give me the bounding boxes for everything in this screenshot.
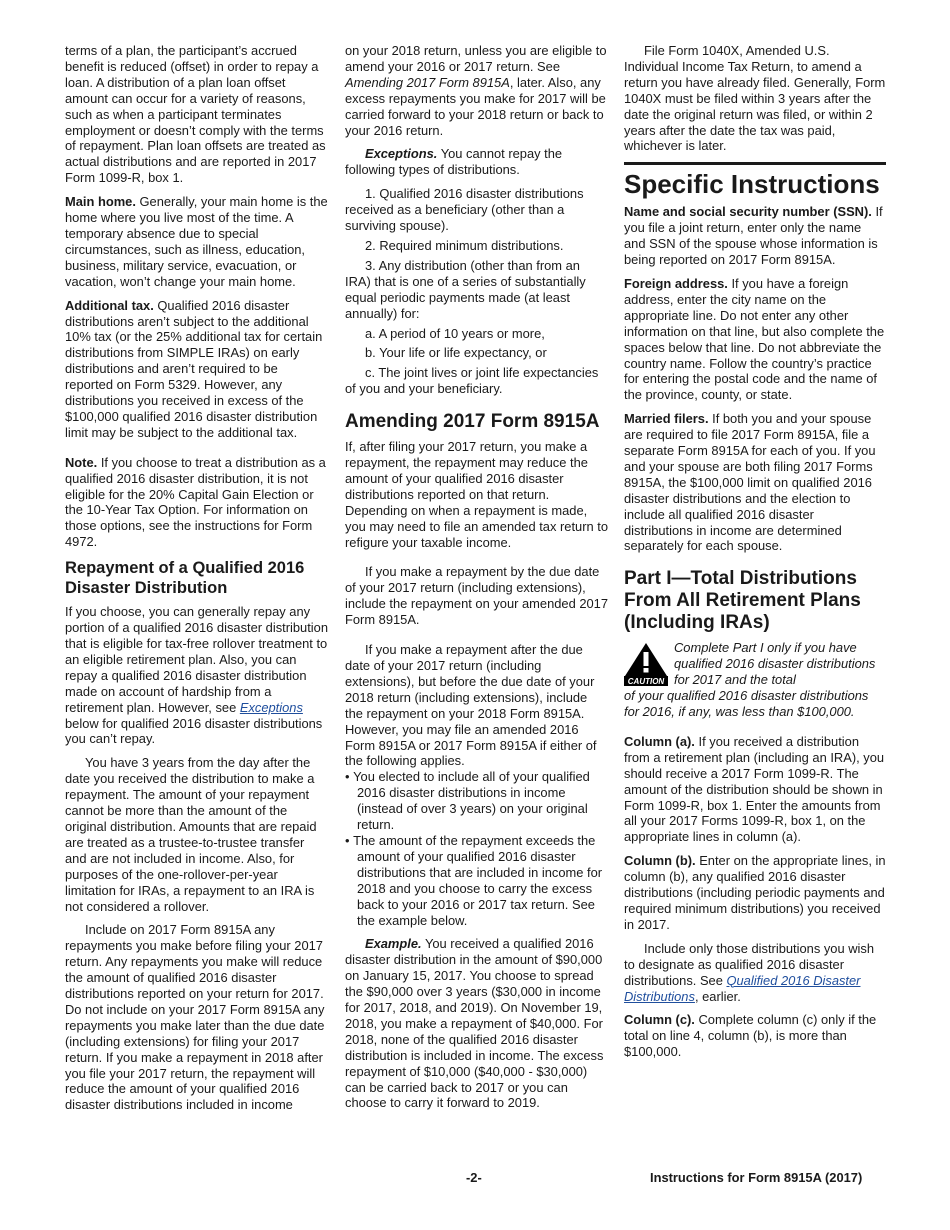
column-1: [65, 43, 328, 1121]
paragraph-column-b: [624, 853, 886, 933]
paragraph-2018-return: [345, 43, 608, 138]
bullet-item: • The amount of the repayment exceeds the amount of your qualified 2016 disaster distributions that are included in income for 2018 and you choose to carry the excess back to your 2016 or 2017 tax return. See the example below.: [345, 832, 603, 928]
column-b-include-text-end: , earlier.: [694, 988, 741, 1004]
name-ssn-text: If you file a joint return, enter only the name and SSN of the spouse whose information is being reported on 2017 Form 8915A.: [624, 204, 883, 268]
paragraph-additional-tax: [65, 298, 328, 441]
amending-reference: Amending 2017 Form 8915A: [345, 74, 510, 90]
caution-icon: [624, 642, 668, 686]
qualified-distributions-link[interactable]: Qualified 2016 Disaster Distributions: [624, 972, 861, 1004]
main-home-heading: Main home.: [65, 194, 136, 210]
example-text: You received a qualified 2016 disaster distribution in the amount of $90,000 on January 15, 2017. You choose to spread the $90,000 over 3 years ($30,000 in income for 2017, 2018, and 2019). On November 19, 2018, you make a repayment of $40,000. For 2018, none of the qualified 2016 disaster distribution is included in income. The excess repayment of $10,000 ($40,000 - $30,000) can be carried back to 2017 or you can choose to carry it forward to 2019.: [345, 936, 604, 1111]
paragraph-amend-due-date: If you make a repayment by the due date of your 2017 return (including extensions), include the repayment on your amended 2017 Form 8915A.: [345, 564, 609, 628]
text-2018-return: on your 2018 return, unless you are eligible to amend your 2016 or 2017 return. See: [345, 43, 607, 74]
column-b-text: Enter on the appropriate lines, in column (b), any qualified 2016 disaster distributions (including periodic payments and required minimum distributions) you received in 2017.: [624, 853, 886, 932]
column-c-text: Complete column (c) only if the total on line 4, column (b), is more than $100,000.: [624, 1012, 877, 1060]
text-2018-return-end: , later. Also, any excess repayments you make for 2017 will be carried forward to your 2018 return or back to your 2016 return.: [345, 74, 606, 138]
exceptions-heading: Exceptions.: [365, 146, 438, 162]
repayment-intro-text: If you choose, you can generally repay any portion of a qualified 2016 disaster distribution that is eligible for tax-free rollover treatment to an eligible retirement plan. Also, you can repay a qualified 2016 disaster distribution made on account of hardship from a retirement plan. However, see: [65, 604, 328, 715]
list-item: a. A period of 10 years or more,: [365, 325, 545, 341]
column-3: [624, 43, 886, 1068]
paragraph-foreign-address: [624, 276, 886, 403]
paragraph-plan-loan-offset: terms of a plan, the participant’s accrued benefit is reduced (offset) in order to repay a loan. A distribution of a plan loan offset amount can occur for a variety of reasons, such as when a participant terminates employment or doesn’t comply with the terms of repayment. Plan loan offsets are treated as actual distributions and are reported in 2017 Form 1099-R, box 1.: [65, 43, 326, 186]
example-heading: Example.: [365, 936, 422, 952]
paragraph-amend-intro: If, after filing your 2017 return, you make a repayment, the repayment may reduce the amount of your qualified 2016 disaster distributions reported on that return. Depending on when a repayment is made, you may need to file an amended tax return to refigure your taxable income.: [345, 439, 608, 550]
paragraph-three-years: You have 3 years from the day after the date you received the distribution to make a repayment. The amount of your repayment cannot be more than the amount of the original distribution. Amounts that are repaid are treated as a trustee-to-trustee transfer and are not included in income. Also, for purposes of the one-rollover-per-year limitation for IRAs, a repayment to an IRA is not considered a rollover.: [65, 755, 317, 914]
note-text: If you choose to treat a distribution as a qualified 2016 disaster distribution, it is not eligible for the 20% Capital Gain Election or the 10-Year Tax Option. For information on those options, see the instructions for Form 4972.: [65, 454, 326, 550]
married-filers-text: If both you and your spouse are required to file 2017 Form 8915A, file a separate Form 8915A for each of you. If you and your spouse are both filing 2017 Forms 8915A, the $100,000 limit on qualified 2016 disaster distributions and the election to include all qualified 2016 disaster distributions in income are determined separately for each spouse.: [624, 411, 876, 554]
caution-text: Complete Part I only if you have qualified 2016 disaster distributions for 2017 and the total: [674, 640, 876, 688]
column-a-heading: Column (a).: [624, 733, 695, 749]
exceptions-text: You cannot repay the following types of distributions.: [345, 146, 563, 178]
paragraph-include-repayments: Include on 2017 Form 8915A any repayments you make before filing your 2017 return. Any repayments you make will reduce the amount of qualified 2016 disaster distributions reported on your return for 2017. Do not include on your 2017 Form 8915A any repayments you make later than the due date (including extensions) for filing your 2017 return. If you make a repayment in 2018 after you file your 2017 return, the repayment will reduce the amount of your qualified 2016 disaster distributions included in income: [65, 922, 325, 1113]
repayment-section-heading: Repayment of a Qualified 2016 Disaster Distribution: [65, 559, 305, 598]
part-1-heading: Part I—Total Distributions From All Retirement Plans (Including IRAs): [624, 568, 861, 634]
paragraph-note: [65, 455, 328, 550]
paragraph-exceptions: [345, 146, 608, 178]
foreign-address-heading: Foreign address.: [624, 275, 728, 291]
bullet-text: You elected to include all of your qualified 2016 disaster distributions in income (instead of over 3 years) on your original return.: [353, 769, 590, 833]
form-reference: Instructions for Form 8915A (2017): [650, 1170, 863, 1185]
additional-tax-text: Qualified 2016 disaster distributions aren’t subject to the additional 10% tax (or the 25% additional tax for certain distributions from SIMPLE IRAs) on early distributions and aren’t required to be reported on Form 5329. However, any distributions you received in excess of the $100,000 qualified 2016 disaster distribution limit may be subject to the additional tax.: [65, 297, 323, 440]
paragraph-name-ssn: [624, 204, 886, 268]
paragraph-column-c: [624, 1012, 886, 1060]
paragraph-example: [345, 936, 608, 1111]
column-b-include-text: Include only those distributions you wish to designate as qualified 2016 disaster distributions. See: [624, 940, 875, 988]
column-a-text: If you received a distribution from a retirement plan (including an IRA), you should receive a 2017 Form 1099-R. The amount of the distribution should be shown in Form 1099-R, box 1. Enter the amounts from all your 2017 Forms 1099-R, box 1, on the appropriate lines in column (a).: [624, 733, 885, 845]
name-ssn-heading: Name and social security number (SSN).: [624, 204, 872, 220]
caution-note: [624, 640, 886, 720]
note-heading: Note.: [65, 454, 98, 470]
list-item: b. Your life or life expectancy, or: [365, 345, 547, 361]
additional-tax-heading: Additional tax.: [65, 297, 154, 313]
paragraph-amend-after-due: If you make a repayment after the due date of your 2017 return (including extensions), but before the due date of your 2018 return (including extensions), include the repayment on your 2018 Form 8915A. However, you may file an amended 2016 Form 8915A or 2017 Form 8915A if either of the following applies.: [345, 642, 597, 769]
bullet-text: The amount of the repayment exceeds the amount of your qualified 2016 disaster distributions that are included in income for 2018 and you choose to carry the excess back to your 2016 or 2017 tax return. See the example below.: [353, 832, 603, 928]
amending-section-heading: Amending 2017 Form 8915A: [345, 411, 600, 433]
list-item: c. The joint lives or joint life expectancies of you and your beneficiary.: [345, 365, 599, 397]
list-item: 3. Any distribution (other than from an IRA) that is one of a series of substantially equal periodic payments made (at least annually) for:: [345, 257, 586, 321]
caution-label: CAUTION: [627, 677, 665, 687]
exceptions-list: [345, 186, 608, 397]
bullet-item: • You elected to include all of your qualified 2016 disaster distributions in income (instead of over 3 years) on your original return.: [345, 769, 590, 833]
page-number: -2-: [466, 1170, 482, 1185]
list-item: 2. Required minimum distributions.: [365, 237, 564, 253]
repayment-intro-text-end: below for qualified 2016 disaster distributions you can’t repay.: [65, 715, 323, 747]
exceptions-link[interactable]: Exceptions: [239, 699, 303, 715]
paragraph-repayment-intro: [65, 604, 328, 747]
column-b-heading: Column (b).: [624, 853, 696, 869]
paragraph-column-a: [624, 734, 886, 845]
specific-instructions-heading: Specific Instructions: [624, 162, 886, 200]
married-filers-heading: Married filers.: [624, 411, 709, 427]
paragraph-form-1040x: File Form 1040X, Amended U.S. Individual Income Tax Return, to amend a return you have already filed. Generally, Form 1040X must be filed within 3 years after the date the original return was filed, or within 2 years after the date the tax was paid, whichever is later.: [624, 43, 886, 154]
main-home-text: Generally, your main home is the home where you live most of the time. A temporary absence due to special circumstances, such as illness, education, business, military service, evacuation, or vacation, won’t change your main home.: [65, 194, 328, 289]
caution-text-continued: of your qualified 2016 disaster distributions for 2016, if any, was less than $100,000.: [624, 688, 869, 719]
paragraph-column-b-include: [624, 941, 886, 1005]
column-c-heading: Column (c).: [624, 1012, 695, 1028]
column-2: [345, 43, 608, 1119]
paragraph-married-filers: [624, 411, 886, 554]
foreign-address-text: If you have a foreign address, enter the city name on the appropriate line. Do not enter any other information on that line, but also complete the spaces below that line. Do not abbreviate the country name. Follow the country’s practice for entering the postal code and the name of the province, county, or state.: [624, 275, 885, 403]
list-item: 1. Qualified 2016 disaster distributions received as a beneficiary (other than a surviving spouse).: [345, 186, 584, 234]
paragraph-main-home: [65, 194, 328, 289]
